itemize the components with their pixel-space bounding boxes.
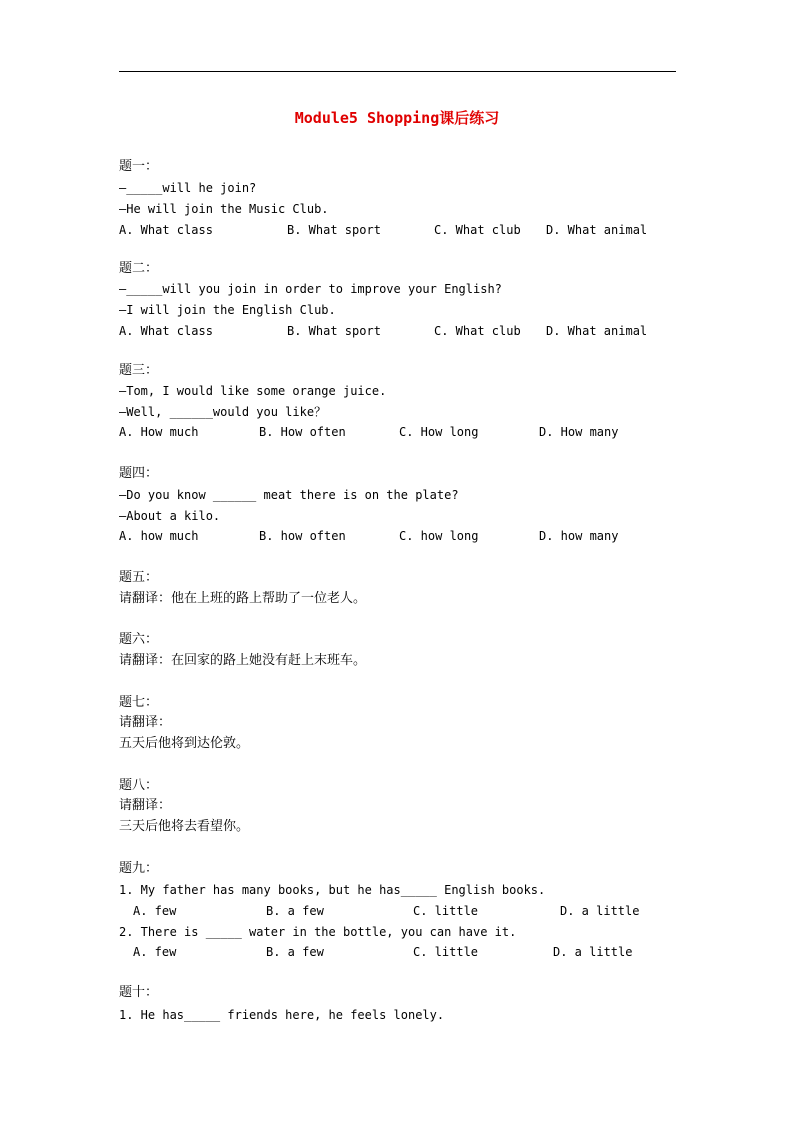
q3-option-c: C. How long bbox=[399, 425, 479, 439]
q1-option-b: B. What sport bbox=[287, 223, 381, 237]
q2-option-d: D. What animal bbox=[546, 324, 648, 338]
q4-line1: —Do you know ______ meat there is on the plate? bbox=[119, 488, 459, 502]
q9-s2-option-b: B. a few bbox=[266, 945, 324, 959]
q6-line1: 请翻译：在回家的路上她没有赶上末班车。 bbox=[119, 653, 367, 668]
q9-s1-option-a: A. few bbox=[133, 904, 177, 918]
q9-s2-option-c: C. little bbox=[413, 945, 479, 959]
q4-option-a: A. how much bbox=[119, 529, 199, 543]
q3-label: 题三： bbox=[119, 363, 159, 378]
q9-label: 题九： bbox=[119, 861, 159, 876]
q2-option-c: C. What club bbox=[434, 324, 521, 338]
q3-option-d: D. How many bbox=[539, 425, 619, 439]
q4-label: 题四： bbox=[119, 466, 159, 481]
q1-label: 题一： bbox=[119, 159, 159, 174]
document-title: Module5 Shopping课后练习 bbox=[294, 109, 500, 127]
q3-option-b: B. How often bbox=[259, 425, 346, 439]
q8-line2: 三天后他将去看望你。 bbox=[119, 819, 250, 834]
q9-sentence-2: 2. There is _____ water in the bottle, you can have it. bbox=[119, 925, 517, 939]
q1-option-c: C. What club bbox=[434, 223, 521, 237]
q2-line1: —_____will you join in order to improve your English? bbox=[119, 282, 502, 296]
q6-label: 题六： bbox=[119, 632, 159, 647]
q8-label: 题八： bbox=[119, 778, 159, 793]
q2-line2: —I will join the English Club. bbox=[119, 303, 336, 317]
header-rule bbox=[119, 71, 676, 72]
q5-line1: 请翻译：他在上班的路上帮助了一位老人。 bbox=[119, 591, 367, 606]
q7-line2: 五天后他将到达伦敦。 bbox=[119, 736, 250, 751]
q10-label: 题十： bbox=[119, 985, 159, 1000]
q2-option-b: B. What sport bbox=[287, 324, 381, 338]
q8-line1: 请翻译： bbox=[119, 798, 172, 813]
q4-option-d: D. how many bbox=[539, 529, 619, 543]
q2-label: 题二： bbox=[119, 261, 159, 276]
q9-s2-option-a: A. few bbox=[133, 945, 177, 959]
q4-option-b: B. how often bbox=[259, 529, 346, 543]
q9-s1-option-b: B. a few bbox=[266, 904, 324, 918]
q1-line2: —He will join the Music Club. bbox=[119, 202, 329, 216]
q4-option-c: C. how long bbox=[399, 529, 479, 543]
q9-s1-option-d: D. a little bbox=[560, 904, 640, 918]
q1-option-d: D. What animal bbox=[546, 223, 648, 237]
q1-option-a: A. What class bbox=[119, 223, 213, 237]
q2-option-a: A. What class bbox=[119, 324, 213, 338]
q3-line1: —Tom, I would like some orange juice. bbox=[119, 384, 387, 398]
q9-s2-option-d: D. a little bbox=[553, 945, 633, 959]
q5-label: 题五： bbox=[119, 570, 159, 585]
q3-line2: —Well, ______would you like？ bbox=[119, 405, 327, 419]
q7-label: 题七： bbox=[119, 695, 159, 710]
q1-line1: —_____will he join? bbox=[119, 181, 257, 195]
q9-s1-option-c: C. little bbox=[413, 904, 479, 918]
q10-sentence-1: 1. He has_____ friends here, he feels lonely. bbox=[119, 1008, 445, 1022]
q3-option-a: A. How much bbox=[119, 425, 199, 439]
q4-line2: —About a kilo. bbox=[119, 509, 221, 523]
q9-sentence-1: 1. My father has many books, but he has_____ English books. bbox=[119, 883, 546, 897]
q7-line1: 请翻译： bbox=[119, 715, 172, 730]
